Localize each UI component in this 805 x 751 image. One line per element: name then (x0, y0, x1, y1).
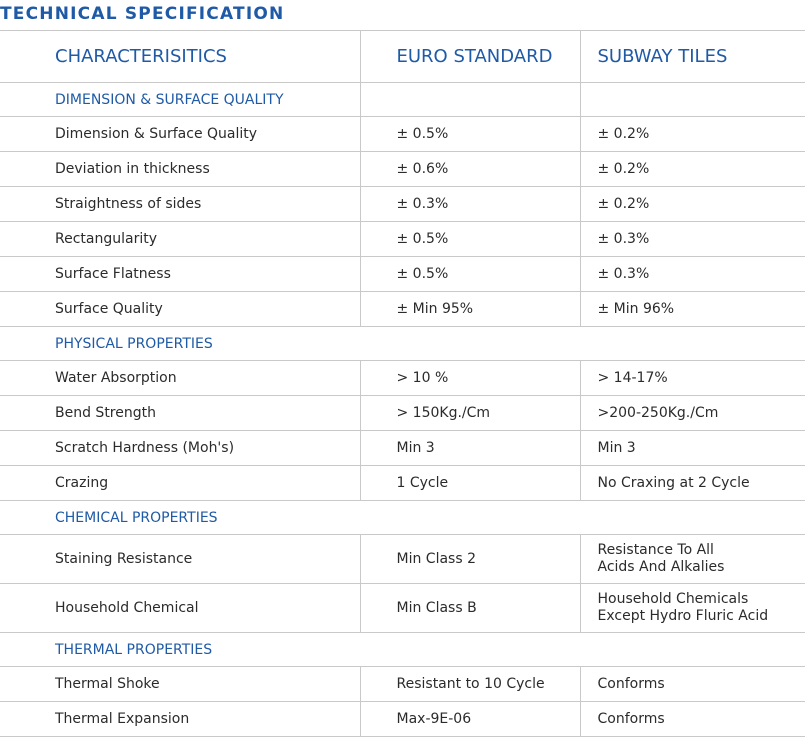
table-row (0, 702, 805, 737)
characteristic-cell: Household Chemical (0, 584, 360, 633)
header-characteristics: CHARACTERISITICS (0, 31, 360, 83)
table-row (0, 396, 805, 431)
subway-tiles-cell: No Craxing at 2 Cycle (580, 466, 805, 501)
characteristic-cell: Straightness of sides (0, 187, 360, 222)
section-row (0, 327, 805, 361)
table-row (0, 535, 805, 584)
spec-table (0, 30, 805, 737)
table-row (0, 466, 805, 501)
characteristic-cell: Rectangularity (0, 222, 360, 257)
section-row (0, 633, 805, 667)
section-title: THERMAL PROPERTIES (0, 633, 805, 667)
characteristic-cell: Deviation in thickness (0, 152, 360, 187)
subway-tiles-cell: Conforms (580, 667, 805, 702)
euro-standard-cell: Min 3 (360, 431, 580, 466)
subway-tiles-cell: ± 0.3% (580, 257, 805, 292)
characteristic-cell: Crazing (0, 466, 360, 501)
euro-standard-cell: ± 0.6% (360, 152, 580, 187)
table-row (0, 187, 805, 222)
euro-standard-cell: ± 0.5% (360, 117, 580, 152)
euro-standard-cell: Resistant to 10 Cycle (360, 667, 580, 702)
subway-tiles-cell: ± 0.3% (580, 222, 805, 257)
euro-standard-cell: Min Class 2 (360, 535, 580, 584)
page-title: TECHNICAL SPECIFICATION (0, 4, 285, 24)
euro-standard-cell: Min Class B (360, 584, 580, 633)
section-title: DIMENSION & SURFACE QUALITY (0, 83, 360, 117)
table-row (0, 117, 805, 152)
header-subway-tiles: SUBWAY TILES (580, 31, 805, 83)
subway-tiles-cell: ± 0.2% (580, 152, 805, 187)
section-empty-cell (360, 83, 580, 117)
characteristic-cell: Bend Strength (0, 396, 360, 431)
subway-tiles-cell: ± Min 96% (580, 292, 805, 327)
subway-tiles-cell: Min 3 (580, 431, 805, 466)
characteristic-cell: Surface Flatness (0, 257, 360, 292)
section-title: PHYSICAL PROPERTIES (0, 327, 805, 361)
table-row (0, 584, 805, 633)
euro-standard-cell: ± 0.5% (360, 257, 580, 292)
subway-tiles-cell: >200-250Kg./Cm (580, 396, 805, 431)
subway-tiles-cell: ± 0.2% (580, 117, 805, 152)
table-row (0, 152, 805, 187)
table-row (0, 431, 805, 466)
subway-tiles-cell: ± 0.2% (580, 187, 805, 222)
euro-standard-cell: Max-9E-06 (360, 702, 580, 737)
characteristic-cell: Water Absorption (0, 361, 360, 396)
table-row (0, 361, 805, 396)
characteristic-cell: Scratch Hardness (Moh's) (0, 431, 360, 466)
characteristic-cell: Thermal Shoke (0, 667, 360, 702)
euro-standard-cell: ± Min 95% (360, 292, 580, 327)
table-row (0, 257, 805, 292)
euro-standard-cell: ± 0.5% (360, 222, 580, 257)
characteristic-cell: Staining Resistance (0, 535, 360, 584)
subway-tiles-cell-line: Acids And Alkalies (597, 559, 725, 575)
header-row (0, 31, 805, 83)
section-empty-cell (580, 83, 805, 117)
section-row (0, 83, 805, 117)
header-euro-standard: EURO STANDARD (360, 31, 580, 83)
subway-tiles-cell-line: Resistance To All (597, 542, 714, 558)
table-row (0, 292, 805, 327)
table-row (0, 222, 805, 257)
characteristic-cell: Dimension & Surface Quality (0, 117, 360, 152)
euro-standard-cell: ± 0.3% (360, 187, 580, 222)
characteristic-cell: Surface Quality (0, 292, 360, 327)
euro-standard-cell: > 10 % (360, 361, 580, 396)
subway-tiles-cell: Conforms (580, 702, 805, 737)
subway-tiles-cell-line: Except Hydro Fluric Acid (597, 608, 769, 624)
characteristic-cell: Thermal Expansion (0, 702, 360, 737)
euro-standard-cell: 1 Cycle (360, 466, 580, 501)
euro-standard-cell: > 150Kg./Cm (360, 396, 580, 431)
subway-tiles-cell (580, 584, 805, 633)
spec-table-body (0, 31, 805, 737)
section-row (0, 501, 805, 535)
subway-tiles-cell-line: Household Chemicals (597, 591, 749, 607)
subway-tiles-cell (580, 535, 805, 584)
subway-tiles-cell: > 14-17% (580, 361, 805, 396)
section-title: CHEMICAL PROPERTIES (0, 501, 805, 535)
table-row (0, 667, 805, 702)
